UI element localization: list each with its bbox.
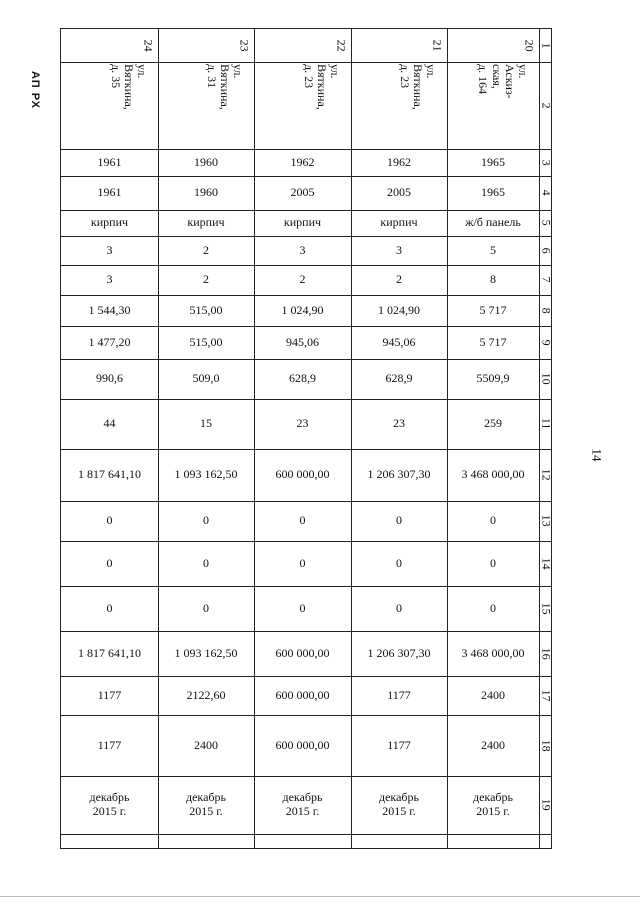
value-cell [447, 210, 539, 236]
completion-term [158, 776, 254, 834]
value-text: 0 [106, 600, 113, 615]
building-number [254, 29, 351, 62]
value-text: 1177 [387, 737, 411, 752]
value-text: 990,6 [96, 371, 123, 386]
column-number-text: 1 [539, 42, 554, 49]
value-text: 0 [396, 555, 402, 570]
column-number [539, 295, 553, 326]
page-bottom-rule [0, 896, 640, 897]
completion-term [351, 776, 447, 834]
column-number-text: 14 [539, 557, 554, 570]
column-number [539, 176, 553, 210]
term-line: 2015 г. [476, 804, 510, 818]
value-cell [447, 359, 539, 399]
building-number-text: 23 [237, 39, 252, 52]
term-line: 2015 г. [285, 804, 320, 818]
address-line: ул. Вяткина, [314, 64, 342, 110]
column-number-text: 6 [539, 247, 554, 254]
value-text: 0 [396, 513, 402, 528]
value-text: 1 544,30 [88, 302, 131, 317]
column-number [539, 834, 553, 850]
value-text: 3 468 000,00 [461, 645, 525, 660]
value-text: 1 817 641,10 [78, 467, 141, 482]
building-address [158, 62, 254, 149]
value-text: кирпич [283, 215, 322, 230]
value-text: 1 477,20 [88, 334, 131, 349]
value-cell [158, 295, 254, 326]
value-cell [447, 399, 539, 449]
value-cell [61, 631, 158, 676]
value-cell [158, 631, 254, 676]
value-cell [254, 359, 351, 399]
value-text: 1965 [481, 154, 505, 169]
value-text: 3 [106, 272, 113, 287]
address-line: ская, д. 164 [476, 64, 504, 95]
value-cell [254, 631, 351, 676]
value-cell [254, 541, 351, 586]
column-number [539, 62, 553, 149]
term-line: 2015 г. [382, 804, 416, 818]
value-cell [254, 149, 351, 176]
column-number [539, 236, 553, 265]
building-number-text: 24 [141, 39, 156, 52]
value-cell [158, 501, 254, 541]
value-text: кирпич [380, 215, 418, 230]
value-text: кирпич [90, 215, 129, 230]
address-text [301, 64, 341, 110]
value-cell [351, 326, 447, 359]
value-cell [447, 541, 539, 586]
address-line: ул. Аскиз- [502, 64, 530, 99]
value-cell [61, 501, 158, 541]
value-cell [254, 586, 351, 631]
value-cell [351, 449, 447, 501]
value-text: 515,00 [189, 302, 223, 317]
value-cell [254, 236, 351, 265]
column-number-text: 7 [539, 277, 554, 283]
value-text: 44 [103, 416, 116, 431]
value-text: 5 717 [479, 302, 507, 317]
building-number [351, 29, 447, 62]
value-cell [351, 210, 447, 236]
column-number [539, 776, 553, 834]
column-number-text: 11 [539, 418, 554, 430]
value-text: 0 [106, 513, 113, 528]
value-text: 0 [490, 513, 496, 528]
address-text [476, 64, 529, 99]
value-text: 509,0 [192, 371, 220, 386]
column-number [539, 399, 553, 449]
value-cell [254, 210, 351, 236]
value-cell [158, 715, 254, 776]
value-text: 1 817 641,10 [78, 645, 141, 660]
archive-stamp [28, 70, 42, 110]
address-text [397, 64, 437, 110]
column-number-text: 8 [539, 307, 554, 314]
value-text: 0 [396, 600, 402, 615]
value-text: 23 [393, 416, 405, 431]
value-text: 3 468 000,00 [461, 467, 525, 482]
value-cell [351, 149, 447, 176]
value-cell [351, 295, 447, 326]
term-line: декабрь [186, 790, 226, 805]
page-number [588, 445, 604, 465]
column-number [539, 676, 553, 715]
value-text: 2 [203, 272, 209, 287]
value-cell [351, 541, 447, 586]
address-line: ул. Вяткина, [217, 64, 245, 110]
value-text: 1965 [481, 185, 505, 200]
value-cell [447, 149, 539, 176]
column-number-text: 4 [539, 190, 554, 196]
value-cell [447, 176, 539, 210]
value-text: 5 717 [479, 334, 507, 349]
value-cell [158, 326, 254, 359]
value-cell [254, 449, 351, 501]
value-cell [447, 631, 539, 676]
value-text: 1960 [194, 185, 218, 200]
completion-term [254, 776, 351, 834]
address-line: д. 35 [108, 64, 123, 89]
value-cell [351, 359, 447, 399]
value-text: 0 [106, 555, 113, 570]
value-cell [158, 449, 254, 501]
value-text: 0 [203, 600, 209, 615]
value-cell [447, 715, 539, 776]
term-line: декабрь [473, 790, 513, 805]
value-text: 1 093 162,50 [174, 645, 238, 660]
column-number-text: 19 [539, 799, 554, 811]
value-cell [61, 541, 158, 586]
value-cell [254, 501, 351, 541]
value-text: 0 [203, 513, 209, 528]
term-line: 2015 г. [189, 804, 223, 818]
building-number-text: 22 [334, 39, 349, 52]
value-cell [61, 265, 158, 295]
column-number-text: 17 [539, 689, 554, 702]
column-number-text: 12 [539, 469, 554, 481]
value-text: 600 000,00 [275, 737, 330, 752]
value-cell [254, 715, 351, 776]
value-cell [61, 399, 158, 449]
building-table [60, 28, 552, 849]
term-line: декабрь [89, 790, 130, 805]
building-address [61, 62, 158, 149]
building-number-text: 20 [522, 39, 537, 52]
value-cell [447, 501, 539, 541]
value-text: 0 [490, 555, 496, 570]
value-text: 600 000,00 [275, 467, 330, 482]
value-text: 600 000,00 [275, 645, 330, 660]
column-number [539, 715, 553, 776]
value-text: 1 206 307,30 [367, 645, 431, 660]
value-cell [61, 176, 158, 210]
column-number [539, 541, 553, 586]
value-text: 3 [396, 242, 402, 257]
value-text: 2400 [194, 737, 218, 752]
value-cell [61, 149, 158, 176]
value-cell [447, 295, 539, 326]
address-line: ул. Вяткина, [121, 64, 149, 110]
value-text: 2 [203, 242, 209, 257]
row-divider [61, 834, 551, 835]
value-text: 0 [490, 600, 496, 615]
value-cell [61, 449, 158, 501]
column-number [539, 326, 553, 359]
value-text: 600 000,00 [275, 687, 330, 702]
value-cell [351, 676, 447, 715]
value-cell [61, 295, 158, 326]
column-number [539, 265, 553, 295]
address-text [204, 64, 244, 110]
value-cell [351, 501, 447, 541]
column-number-text: 2 [539, 102, 554, 109]
value-text: 2005 [290, 185, 315, 200]
column-number-text: 5 [539, 220, 554, 226]
term-line: декабрь [379, 790, 419, 805]
building-number [61, 29, 158, 62]
value-text: 3 [106, 242, 113, 257]
building-number [158, 29, 254, 62]
column-number-text: 9 [539, 339, 554, 346]
column-number [539, 29, 553, 62]
value-cell [351, 586, 447, 631]
value-text: 2400 [481, 737, 505, 752]
value-text: 628,9 [289, 371, 316, 386]
address-text [108, 64, 148, 110]
value-cell [254, 176, 351, 210]
value-cell [158, 149, 254, 176]
value-cell [61, 586, 158, 631]
value-cell [61, 236, 158, 265]
value-cell [254, 295, 351, 326]
value-cell [158, 176, 254, 210]
value-text: 1 093 162,50 [174, 467, 238, 482]
column-number [539, 210, 553, 236]
value-text: 1 024,90 [281, 302, 324, 317]
value-text: кирпич [187, 215, 225, 230]
value-text: 0 [299, 513, 306, 528]
value-text: 1177 [387, 687, 411, 702]
value-text: 1961 [97, 185, 122, 200]
value-cell [351, 399, 447, 449]
term-line: декабрь [282, 790, 323, 805]
address-line: д. 23 [397, 64, 412, 89]
value-text: 1962 [387, 154, 411, 169]
value-text: 2400 [481, 687, 505, 702]
value-cell [158, 586, 254, 631]
value-text: 15 [200, 416, 212, 431]
address-line: д. 23 [301, 64, 316, 89]
value-text: 1177 [97, 687, 122, 702]
value-cell [158, 676, 254, 715]
value-cell [158, 359, 254, 399]
value-text: 259 [484, 416, 502, 431]
value-text: 1177 [97, 737, 122, 752]
column-number-text: 15 [539, 602, 554, 615]
value-cell [254, 265, 351, 295]
value-text: 1961 [97, 154, 122, 169]
value-cell [158, 265, 254, 295]
value-cell [158, 399, 254, 449]
value-text: 1962 [290, 154, 315, 169]
value-text: 0 [299, 555, 306, 570]
value-text: 1960 [194, 154, 218, 169]
address-line: д. 31 [204, 64, 219, 89]
term-line: 2015 г. [92, 804, 127, 818]
address-line: ул. Вяткина, [410, 64, 438, 110]
value-cell [447, 449, 539, 501]
building-address [254, 62, 351, 149]
value-cell [351, 176, 447, 210]
value-text: 2 [299, 272, 306, 287]
value-text: 628,9 [385, 371, 413, 386]
completion-term [61, 776, 158, 834]
value-text: 0 [299, 600, 306, 615]
building-address [447, 62, 539, 149]
value-cell [158, 210, 254, 236]
value-text: 23 [296, 416, 309, 431]
value-text: 3 [299, 242, 306, 257]
column-number [539, 359, 553, 399]
value-text: 2 [396, 272, 402, 287]
value-cell [351, 265, 447, 295]
value-cell [61, 676, 158, 715]
completion-term [447, 776, 539, 834]
value-cell [351, 236, 447, 265]
value-text: 5509,9 [476, 371, 510, 386]
value-cell [61, 715, 158, 776]
value-text: 945,06 [286, 334, 319, 349]
page-number-text: 14 [589, 448, 604, 462]
column-number [539, 631, 553, 676]
column-number-text: 18 [539, 739, 554, 752]
column-number [539, 586, 553, 631]
value-text: 945,06 [382, 334, 416, 349]
column-number [539, 501, 553, 541]
column-number-text: 3 [539, 159, 554, 166]
value-text: 5 [490, 242, 496, 257]
value-cell [254, 326, 351, 359]
value-cell [254, 676, 351, 715]
value-text: ж/б панель [465, 215, 521, 230]
value-cell [61, 210, 158, 236]
building-number [447, 29, 539, 62]
column-number-text: 13 [539, 515, 554, 527]
value-text: 1 024,90 [378, 302, 420, 317]
value-cell [351, 631, 447, 676]
value-cell [254, 399, 351, 449]
value-cell [351, 715, 447, 776]
value-cell [447, 265, 539, 295]
column-number-text: 10 [539, 373, 554, 385]
value-text: 2122,60 [186, 687, 226, 702]
value-text: 1 206 307,30 [367, 467, 431, 482]
value-cell [447, 586, 539, 631]
value-cell [158, 541, 254, 586]
building-address [351, 62, 447, 149]
value-text: 8 [490, 272, 496, 287]
value-cell [158, 236, 254, 265]
value-cell [447, 676, 539, 715]
value-cell [447, 326, 539, 359]
value-text: 0 [203, 555, 209, 570]
value-cell [61, 326, 158, 359]
value-text: 2005 [387, 185, 411, 200]
stamp-text: АП РХ [29, 70, 41, 110]
building-number-text: 21 [430, 39, 445, 52]
column-number [539, 449, 553, 501]
column-number [539, 149, 553, 176]
value-cell [61, 359, 158, 399]
value-cell [447, 236, 539, 265]
column-number-text: 16 [539, 647, 554, 660]
value-text: 515,00 [189, 334, 223, 349]
